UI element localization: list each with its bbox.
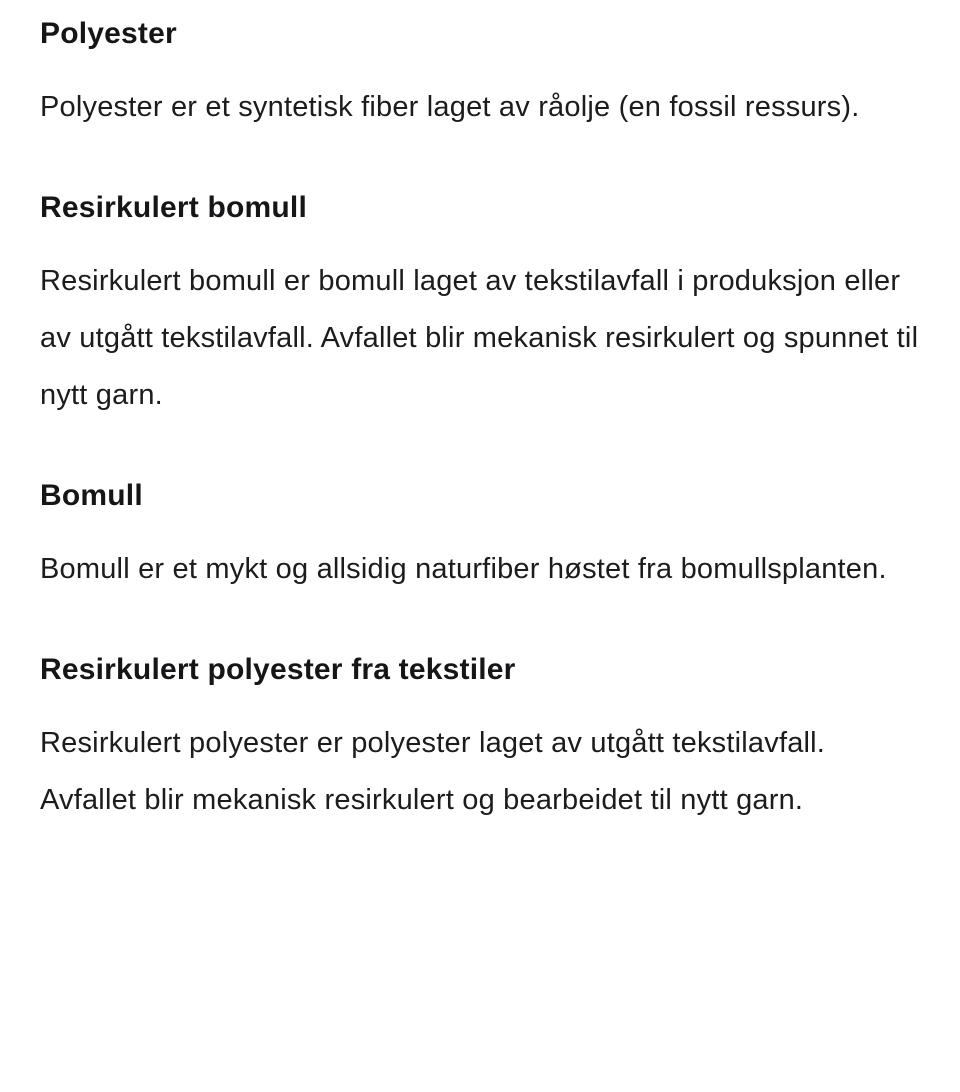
section-body-text: Resirkulert bomull er bomull laget av tekstilavfall i produksjon eller av utgått tekstilavfall. Avfallet blir mekanisk resirkulert og spunnet til nytt garn. [40,265,919,411]
section-heading: Bomull [40,479,143,512]
section-body-text: Bomull er et mykt og allsidig naturfiber høstet fra bomullsplanten. [40,553,887,585]
section-heading: Resirkulert polyester fra tekstiler [40,653,516,686]
section-polyester [40,14,920,136]
section-body-text: Resirkulert polyester er polyester laget av utgått tekstilavfall. Avfallet blir mekanisk resirkulert og bearbeidet til nytt garn. [40,727,826,816]
section-bomull [40,476,920,598]
section-body-text: Polyester er et syntetisk fiber laget av råolje (en fossil ressurs). [40,91,860,123]
section-heading: Resirkulert bomull [40,191,307,224]
section-resirkulert-polyester [40,650,920,829]
section-resirkulert-bomull [40,188,920,424]
section-heading: Polyester [40,17,177,50]
